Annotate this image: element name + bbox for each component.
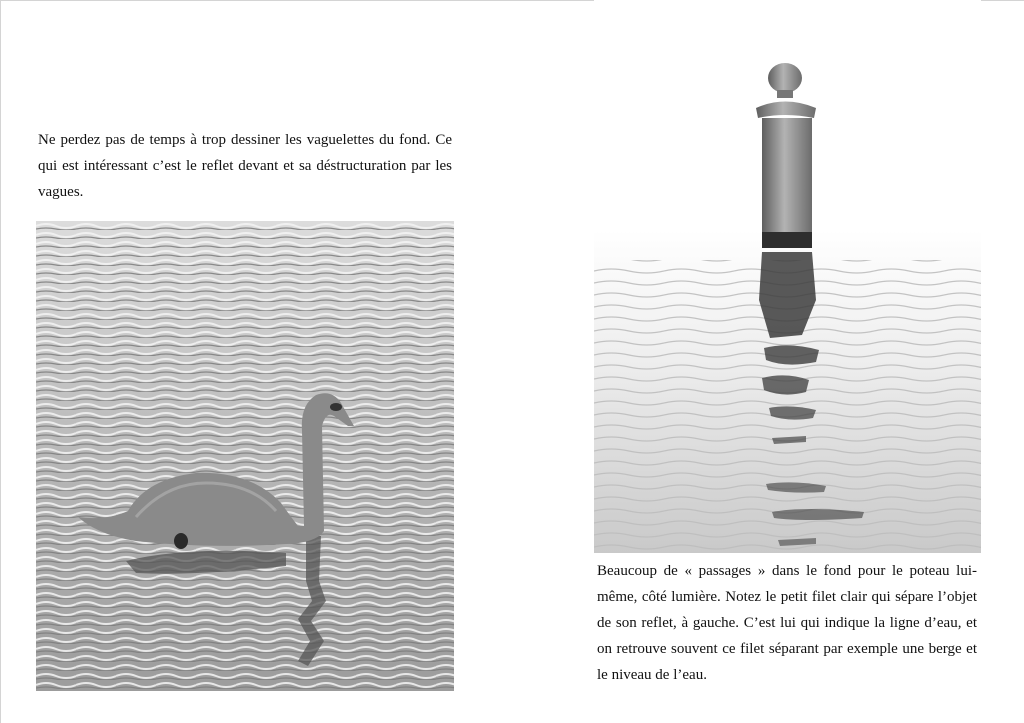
post-photo <box>594 0 981 553</box>
post-illustration <box>594 0 981 553</box>
left-paragraph: Ne perdez pas de temps à trop dessiner les vaguelettes du fond. Ce qui est intéressant c’est le reflet devant et sa déstructuration par les vagues. <box>38 132 452 200</box>
right-paragraph: Beaucoup de « passages » dans le fond pour le poteau lui-même, côté lumière. Notez le petit filet clair qui sépare l’objet de son reflet, à gauche. C’est lui qui indique la ligne d’eau, et on retrouve souvent ce filet séparant par exemple une berge et le niveau de l’eau. <box>597 563 977 683</box>
swan-photo <box>36 221 454 691</box>
swan-illustration <box>36 221 454 691</box>
page-edge-rule <box>980 0 1024 1</box>
